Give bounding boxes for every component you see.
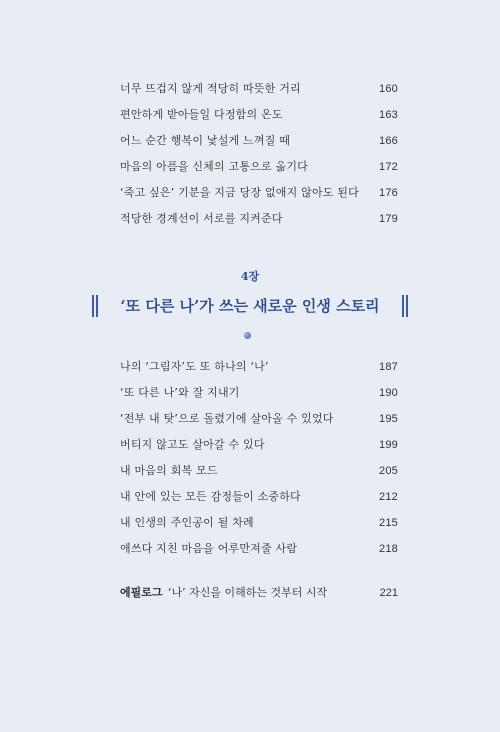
toc-entry-title: 애쓰다 지친 마음을 어루만져줄 사람 — [120, 542, 298, 555]
toc-entry-page: 172 — [379, 161, 398, 173]
toc-entry-page: 215 — [379, 517, 398, 529]
toc-entry[interactable] — [120, 358, 398, 376]
toc-entry-title: 어느 순간 행복이 낯설게 느껴질 때 — [120, 134, 291, 147]
toc-entry-title: 내 안에 있는 모든 감정들이 소중하다 — [120, 490, 301, 503]
toc-entry[interactable] — [120, 184, 398, 202]
toc-entry[interactable] — [120, 540, 398, 558]
toc-entry-title: ‘또 다른 나’와 잘 지내기 — [120, 386, 240, 399]
toc-entry[interactable] — [120, 210, 398, 228]
toc-entry[interactable] — [120, 488, 398, 506]
toc-entry-page: 199 — [379, 439, 398, 451]
toc-entry-title: 편안하게 받아들일 다정함의 온도 — [120, 108, 283, 121]
toc-entry-title: ‘죽고 싶은’ 기분을 지금 당장 없애지 않아도 된다 — [120, 186, 359, 199]
toc-entry-title: ‘전부 내 탓’으로 돌렸기에 살아올 수 있었다 — [120, 412, 334, 425]
bullet-dot-ornament — [244, 332, 251, 339]
toc-entry-page: 179 — [379, 213, 398, 225]
right-bar-ornament — [402, 295, 404, 317]
toc-entry-page: 176 — [379, 187, 398, 199]
toc-entry-title: 너무 뜨겁지 않게 적당히 따뜻한 거리 — [120, 82, 301, 95]
toc-epilogue-entry[interactable] — [120, 584, 398, 602]
chapter-heading — [92, 292, 408, 320]
toc-entry[interactable] — [120, 106, 398, 124]
epilogue-label: 에필로그 — [120, 586, 163, 599]
toc-entry-page: 212 — [379, 491, 398, 503]
toc-entry-title: 버티지 않고도 살아갈 수 있다 — [120, 438, 265, 451]
chapter-title: ‘또 다른 나’가 쓰는 새로운 인생 스토리 — [120, 297, 380, 315]
toc-entry[interactable] — [120, 384, 398, 402]
toc-entry[interactable] — [120, 514, 398, 532]
toc-entry-title: 내 인생의 주인공이 될 차례 — [120, 516, 254, 529]
toc-entry-title: 마음의 아픔을 신체의 고통으로 옮기다 — [120, 160, 309, 173]
toc-entry[interactable] — [120, 436, 398, 454]
right-bar-ornament — [406, 295, 408, 317]
toc-entry[interactable] — [120, 462, 398, 480]
toc-entry-title: 나의 ‘그림자’도 또 하나의 ‘나’ — [120, 360, 269, 373]
toc-entry-page: 187 — [379, 361, 398, 373]
toc-entry-title: 내 마음의 회복 모드 — [120, 464, 218, 477]
toc-entry[interactable] — [120, 132, 398, 150]
toc-entry[interactable] — [120, 158, 398, 176]
toc-entry-page: 163 — [379, 109, 398, 121]
toc-entry[interactable] — [120, 80, 398, 98]
toc-entry[interactable] — [120, 410, 398, 428]
epilogue-title: ‘나’ 자신을 이해하는 것부터 시작 — [168, 586, 328, 599]
epilogue-page: 221 — [379, 587, 398, 599]
chapter-number: 4장 — [240, 270, 260, 283]
toc-entry-title: 적당한 경계선이 서로를 지켜준다 — [120, 212, 283, 225]
toc-entry-page: 160 — [379, 83, 398, 95]
toc-entry-page: 205 — [379, 465, 398, 477]
toc-entry-page: 190 — [379, 387, 398, 399]
toc-entry-page: 218 — [379, 543, 398, 555]
toc-entry-page: 166 — [379, 135, 398, 147]
toc-entry-page: 195 — [379, 413, 398, 425]
